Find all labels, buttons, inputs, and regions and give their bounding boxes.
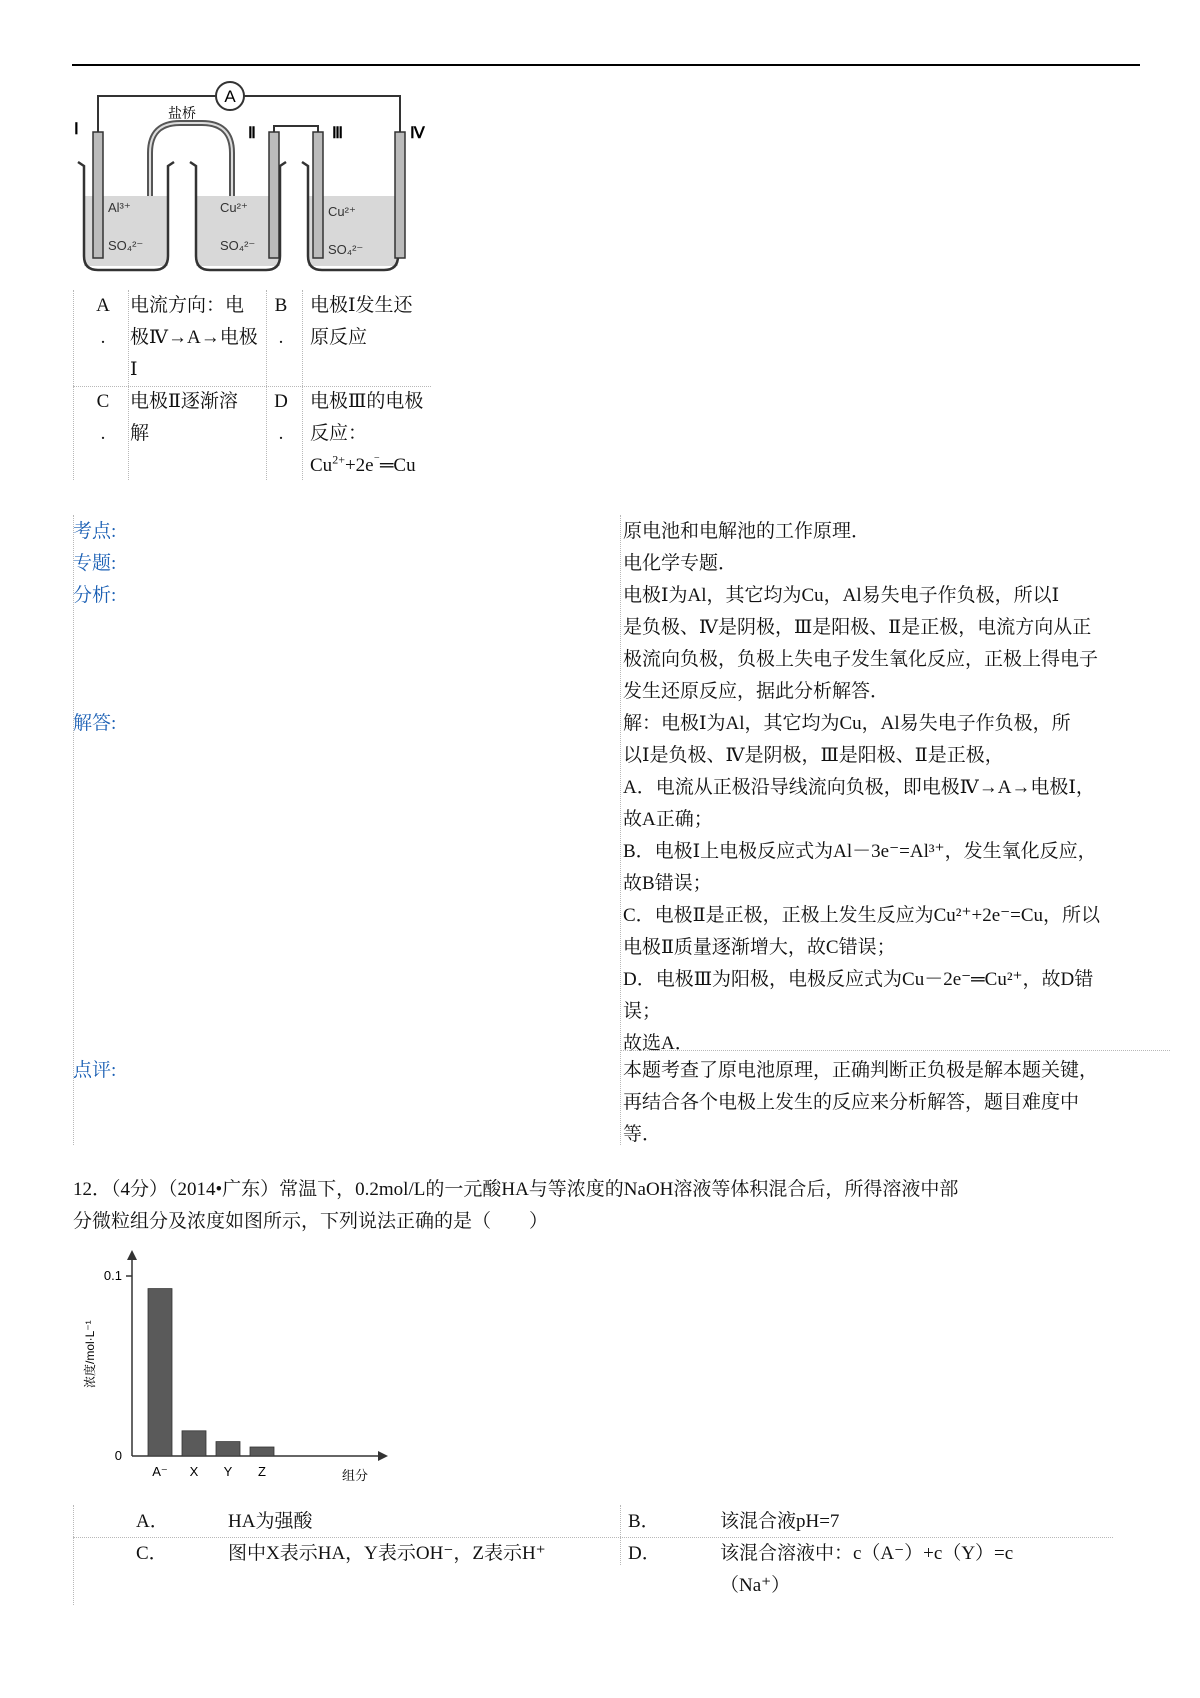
ammeter-label: A	[224, 87, 236, 106]
bar-3	[250, 1447, 274, 1456]
bar-0	[148, 1289, 172, 1456]
q12-option-c[interactable]	[136, 1538, 546, 1570]
option-letter: C	[96, 391, 110, 412]
y-tick-label: 0	[114, 1448, 122, 1463]
y-axis-arrow	[127, 1250, 137, 1260]
bar-2	[216, 1442, 240, 1456]
option-dot: .	[278, 327, 284, 348]
header-rule	[72, 64, 1140, 66]
electrode-label-1: Ⅰ	[74, 121, 79, 138]
x-axis-label: 组分	[342, 1468, 369, 1483]
category-label: X	[189, 1464, 199, 1479]
bar-1	[182, 1431, 206, 1456]
label-zhuanti: 专题:	[73, 553, 117, 574]
option-letter: D	[274, 391, 288, 412]
zhuanti-text: 电化学专题．	[623, 553, 738, 574]
ion-label: SO₄²⁻	[328, 242, 364, 257]
ion-label: Cu²⁺	[220, 200, 248, 215]
label-kaodian: 考点:	[73, 521, 117, 542]
electrode-2	[269, 132, 279, 258]
label-fenxi: 分析:	[73, 585, 117, 606]
ion-label: Cu²⁺	[328, 204, 356, 219]
concentration-bar-chart	[80, 1248, 410, 1488]
salt-bridge-label: 盐桥	[168, 107, 196, 122]
option-letter: A	[96, 295, 110, 316]
option-text: 该混合液pH=7	[720, 1511, 840, 1532]
option-dot: .	[100, 423, 106, 444]
electrode-label-3: Ⅲ	[332, 125, 344, 142]
option-letter: D．	[628, 1543, 661, 1564]
option-letter: B	[274, 295, 288, 316]
option-text: 该混合溶液中：c（A⁻）+c（Y）=c （Na⁺）	[720, 1543, 1014, 1596]
electrode-4	[395, 132, 405, 258]
q12-option-d[interactable]	[628, 1538, 1014, 1596]
category-label: Z	[258, 1464, 266, 1479]
option-text: HA为强酸	[228, 1511, 313, 1532]
q12-option-b[interactable]	[628, 1506, 840, 1538]
y-axis-label: 浓度/mol·L⁻¹	[83, 1320, 97, 1388]
electrode-label-4: Ⅳ	[410, 125, 425, 142]
ion-label: SO₄²⁻	[108, 238, 144, 253]
label-dianping: 点评:	[73, 1060, 117, 1081]
fenxi-text: 电极Ⅰ为Al，其它均为Cu，Al易失电子作负极，所以Ⅰ 是负极、Ⅳ是阴极，Ⅲ是阳极、Ⅱ是正极，电流方向从正 极流向负极，负极上失电子发生氧化反应，正极上得电子 发生还原反应，据此分析解答．	[623, 585, 1099, 702]
option-text: 图中X表示HA，Y表示OH⁻，Z表示H⁺	[228, 1543, 546, 1564]
y-tick-label: 0.1	[103, 1268, 122, 1283]
ion-label: Al³⁺	[108, 200, 131, 215]
jieda-text: 解：电极Ⅰ为Al，其它均为Cu，Al易失电子作负极，所 以Ⅰ是负极、Ⅳ是阴极，Ⅲ是阳极、Ⅱ是正极， A．电流从正极沿导线流向负极，即电极Ⅳ→A→电极Ⅰ， 故A正确； B．电极Ⅰ上电极反应式为Al－3e⁻=Al³⁺，发生氧化反应， 故B错误； C．电极Ⅱ是正极，正极上发生反应为Cu²⁺+2e⁻=Cu，所以 电极Ⅱ质量逐渐增大，故C错误； D．电极Ⅲ为阳极，电极反应式为Cu－2e⁻═Cu²⁺，故D错 误； 故选A．	[623, 713, 1101, 1054]
electrochemical-cell-diagram	[70, 78, 440, 288]
dianping-text: 本题考查了原电池原理，正确判断正负极是解本题关键， 再结合各个电极上发生的反应来分析解答，题目难度中 等．	[623, 1060, 1099, 1145]
electrode-3	[313, 132, 323, 258]
category-label: A⁻	[152, 1464, 168, 1479]
x-axis-arrow	[378, 1451, 388, 1461]
electrode-1	[93, 132, 103, 258]
option-letter: B．	[628, 1511, 660, 1532]
option-text: 电极Ⅰ发生还 原反应	[310, 295, 413, 348]
q12-stem: 12．（4分）（2014•广东）常温下，0.2mol/L的一元酸HA与等浓度的NaOH溶液等体积混合后，所得溶液中部 分微粒组分及浓度如图所示，下列说法正确的是（ ）	[73, 1179, 959, 1232]
ion-label: SO₄²⁻	[220, 238, 256, 253]
q12-option-a[interactable]	[136, 1506, 313, 1538]
option-letter: A．	[136, 1511, 169, 1532]
option-text: 电极Ⅱ逐渐溶 解	[130, 391, 238, 444]
category-label: Y	[223, 1464, 233, 1479]
electrode-label-2: Ⅱ	[248, 125, 256, 142]
option-text: 电极Ⅲ的电极 反应： $Cu^{2+}+2e^{^-}═Cu$	[310, 391, 424, 476]
option-letter: C．	[136, 1543, 168, 1564]
label-jieda: 解答:	[73, 713, 117, 734]
option-text: 电流方向：电 极Ⅳ→A→电极 Ⅰ	[130, 295, 258, 380]
kaodian-text: 原电池和电解池的工作原理．	[623, 521, 871, 542]
option-dot: .	[278, 423, 284, 444]
option-dot: .	[100, 327, 106, 348]
